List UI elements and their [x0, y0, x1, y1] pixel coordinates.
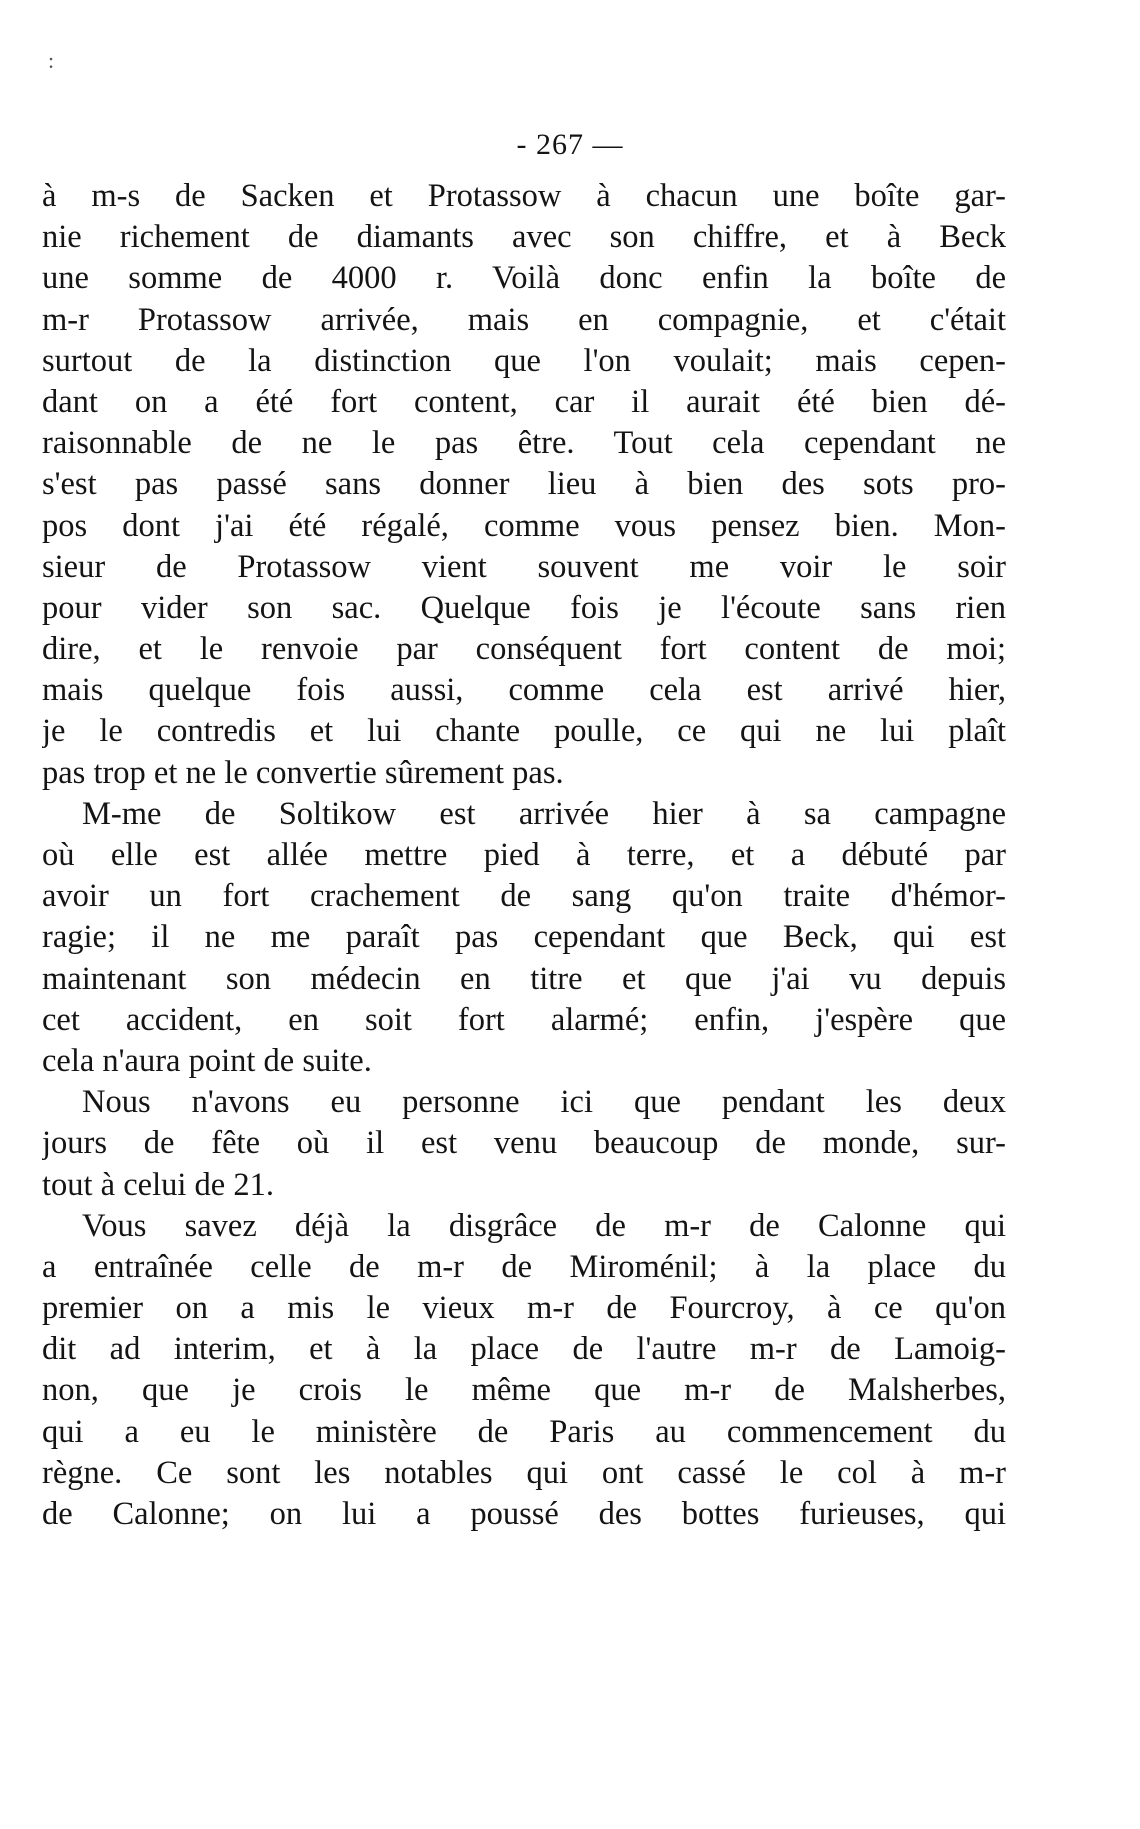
text-line: sieur de Protassow vient souvent me voir le soir: [42, 548, 1006, 585]
text-line: une somme de 4000 r. Voilà donc enfin la boîte de: [42, 260, 1006, 297]
text-line: ragie; il ne me paraît pas cependant que Beck, qui est: [42, 919, 1006, 956]
text-line: surtout de la distinction que l'on voulait; mais cepen-: [42, 342, 1006, 379]
text-line: qui a eu le ministère de Paris au commencement du: [42, 1413, 1006, 1450]
text-line: dant on a été fort content, car il aurait été bien dé-: [42, 383, 1006, 420]
text-line: Vous savez déjà la disgrâce de m-r de Calonne qui: [82, 1207, 1006, 1244]
text-line: a entraînée celle de m-r de Miroménil; à la place du: [42, 1248, 1006, 1285]
text-line: de Calonne; on lui a poussé des bottes furieuses, qui: [42, 1496, 1006, 1532]
text-line: cet accident, en soit fort alarmé; enfin, j'espère que: [42, 1001, 1006, 1038]
text-line: nie richement de diamants avec son chiffre, et à Beck: [42, 219, 1006, 256]
text-line: non, que je crois le même que m-r de Malsherbes,: [42, 1372, 1006, 1409]
body-text: [42, 176, 1006, 1535]
text-line: premier on a mis le vieux m-r de Fourcroy, à ce qu'on: [42, 1290, 1006, 1327]
text-line: Nous n'avons eu personne ici que pendant les deux: [82, 1084, 1006, 1121]
page-number: - 267 —: [516, 128, 624, 161]
text-line: maintenant son médecin en titre et que j'ai vu depuis: [42, 960, 1006, 997]
text-line: cela n'aura point de suite.: [42, 1042, 372, 1079]
text-line: règne. Ce sont les notables qui ont cassé le col à m-r: [42, 1454, 1006, 1491]
text-line: m-r Protassow arrivée, mais en compagnie, et c'était: [42, 301, 1006, 338]
text-line: dire, et le renvoie par conséquent fort content de moi;: [42, 631, 1006, 668]
text-line: pour vider son sac. Quelque fois je l'écoute sans rien: [42, 589, 1006, 626]
text-line: avoir un fort crachement de sang qu'on traite d'hémor-: [42, 878, 1006, 915]
text-line: dit ad interim, et à la place de l'autre m-r de Lamoig-: [42, 1331, 1006, 1368]
stray-mark: :: [48, 48, 55, 73]
text-line: M-me de Soltikow est arrivée hier à sa campagne: [82, 795, 1006, 832]
text-line: s'est pas passé sans donner lieu à bien des sots pro-: [42, 466, 1006, 503]
text-line: pos dont j'ai été régalé, comme vous pensez bien. Mon-: [42, 507, 1006, 544]
text-line: jours de fête où il est venu beaucoup de monde, sur-: [42, 1125, 1006, 1162]
text-line: pas trop et ne le convertie sûrement pas.: [42, 754, 564, 791]
text-line: tout à celui de 21.: [42, 1166, 274, 1203]
text-line: à m-s de Sacken et Protassow à chacun une boîte gar-: [42, 178, 1006, 214]
text-line: raisonnable de ne le pas être. Tout cela cependant ne: [42, 425, 1006, 462]
text-line: mais quelque fois aussi, comme cela est arrivé hier,: [42, 672, 1006, 709]
text-line: je le contredis et lui chante poulle, ce qui ne lui plaît: [42, 713, 1006, 750]
text-line: où elle est allée mettre pied à terre, et a débuté par: [42, 837, 1006, 873]
